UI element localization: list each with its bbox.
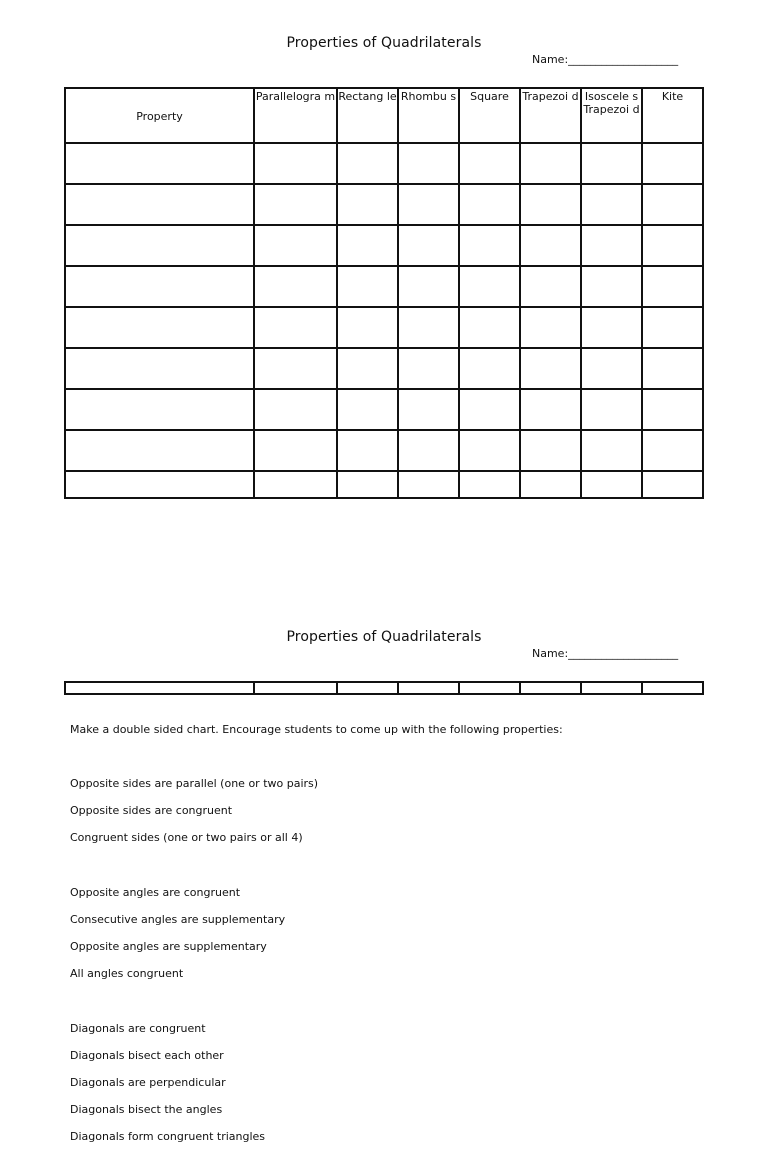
name-field-label-2: Name:____________________ [532,647,679,660]
table-cell [520,348,581,389]
table-cell [254,184,337,225]
name-field-label: Name:____________________ [532,53,679,66]
instructions-intro: Make a double sided chart. Encourage students to come up with the following properties: [70,722,563,736]
property-cell [65,184,254,225]
table-cell [459,430,520,471]
table-cell [254,307,337,348]
list-item: Diagonals are congruent [70,1021,206,1035]
table-cell [398,471,459,498]
table-cell [520,225,581,266]
table-row [65,143,703,184]
table-cell [642,307,703,348]
table-cell [520,471,581,498]
table-cell [520,682,581,694]
table-cell [642,682,703,694]
list-item: Opposite angles are congruent [70,885,241,899]
table-cell [459,389,520,430]
table-cell [337,389,398,430]
table-cell [337,143,398,184]
header-trapezoid: Trapezoi d [520,88,581,143]
table-cell [398,266,459,307]
list-item: Diagonals are perpendicular [70,1076,226,1090]
property-cell [65,348,254,389]
table-cell [254,266,337,307]
table-cell [398,184,459,225]
table-cell [581,143,642,184]
table-cell [254,225,337,266]
table-cell [459,682,520,694]
table-cell [642,348,703,389]
table-row [65,348,703,389]
table-cell [581,682,642,694]
table-row [65,307,703,348]
table-cell [337,348,398,389]
table-cell [398,225,459,266]
table-row [65,682,703,694]
table-cell [398,682,459,694]
header-rhombus: Rhombu s [398,88,459,143]
table-cell [65,682,254,694]
property-cell [65,143,254,184]
table-cell [520,184,581,225]
list-item: Congruent sides (one or two pairs or all 4) [70,831,303,845]
property-cell [65,307,254,348]
table-cell [520,307,581,348]
property-cell [65,389,254,430]
property-cell [65,471,254,498]
table-cell [459,184,520,225]
table-row [65,389,703,430]
list-item: Opposite sides are congruent [70,804,233,818]
table-cell [337,430,398,471]
list-item: Opposite angles are supplementary [70,940,267,954]
list-item: Diagonals bisect the angles [70,1103,223,1117]
table-cell [337,307,398,348]
table-cell [642,143,703,184]
table-cell [459,348,520,389]
table-cell [520,430,581,471]
list-item: Consecutive angles are supplementary [70,912,286,926]
table-cell [398,430,459,471]
table-row [65,225,703,266]
table-cell [642,266,703,307]
header-kite: Kite [642,88,703,143]
table-cell [459,266,520,307]
table-cell [337,225,398,266]
table-cell [398,389,459,430]
table-cell [254,682,337,694]
table-cell [337,682,398,694]
table-cell [642,184,703,225]
table-cell [337,266,398,307]
table-cell [254,348,337,389]
list-item: Diagonals form congruent triangles [70,1130,266,1144]
instructions [70,709,563,1158]
table-cell [581,225,642,266]
list-item: Diagonals bisect each other [70,1048,224,1062]
table-cell [398,348,459,389]
table-cell [581,184,642,225]
table-cell [581,430,642,471]
properties-table [64,87,704,499]
table-cell [642,225,703,266]
table-cell [520,389,581,430]
table-cell [581,348,642,389]
table-row [65,184,703,225]
list-item: All angles congruent [70,967,184,981]
table-cell [581,471,642,498]
header-property: Property [65,88,254,143]
table-cell [581,266,642,307]
header-isosceles-trapezoid: Isoscele s Trapezoi d [581,88,642,143]
property-cell [65,225,254,266]
table-row [65,266,703,307]
list-item: Opposite sides are parallel (one or two pairs) [70,776,319,790]
property-cell [65,266,254,307]
page-title-2: Properties of Quadrilaterals [286,629,482,645]
table-cell [254,143,337,184]
table-row [65,430,703,471]
header-square: Square [459,88,520,143]
table-cell [337,471,398,498]
table-cell [642,471,703,498]
table-cell [254,389,337,430]
table-cell [459,471,520,498]
table-cell [581,307,642,348]
header-parallelogram: Parallelogra m [254,88,337,143]
table-cell [642,430,703,471]
table-cell [520,266,581,307]
table-cell [398,143,459,184]
table-cell [337,184,398,225]
table-cell [459,307,520,348]
table-cell [459,225,520,266]
table-cell [398,307,459,348]
table-cell [459,143,520,184]
table-cell [520,143,581,184]
property-cell [65,430,254,471]
table-header-row [65,88,703,143]
properties-table-strip [64,681,704,695]
table-row [65,471,703,498]
table-cell [254,471,337,498]
table-cell [642,389,703,430]
header-rectangle: Rectang le [337,88,398,143]
table-cell [581,389,642,430]
table-cell [254,430,337,471]
page-title: Properties of Quadrilaterals [286,35,482,51]
